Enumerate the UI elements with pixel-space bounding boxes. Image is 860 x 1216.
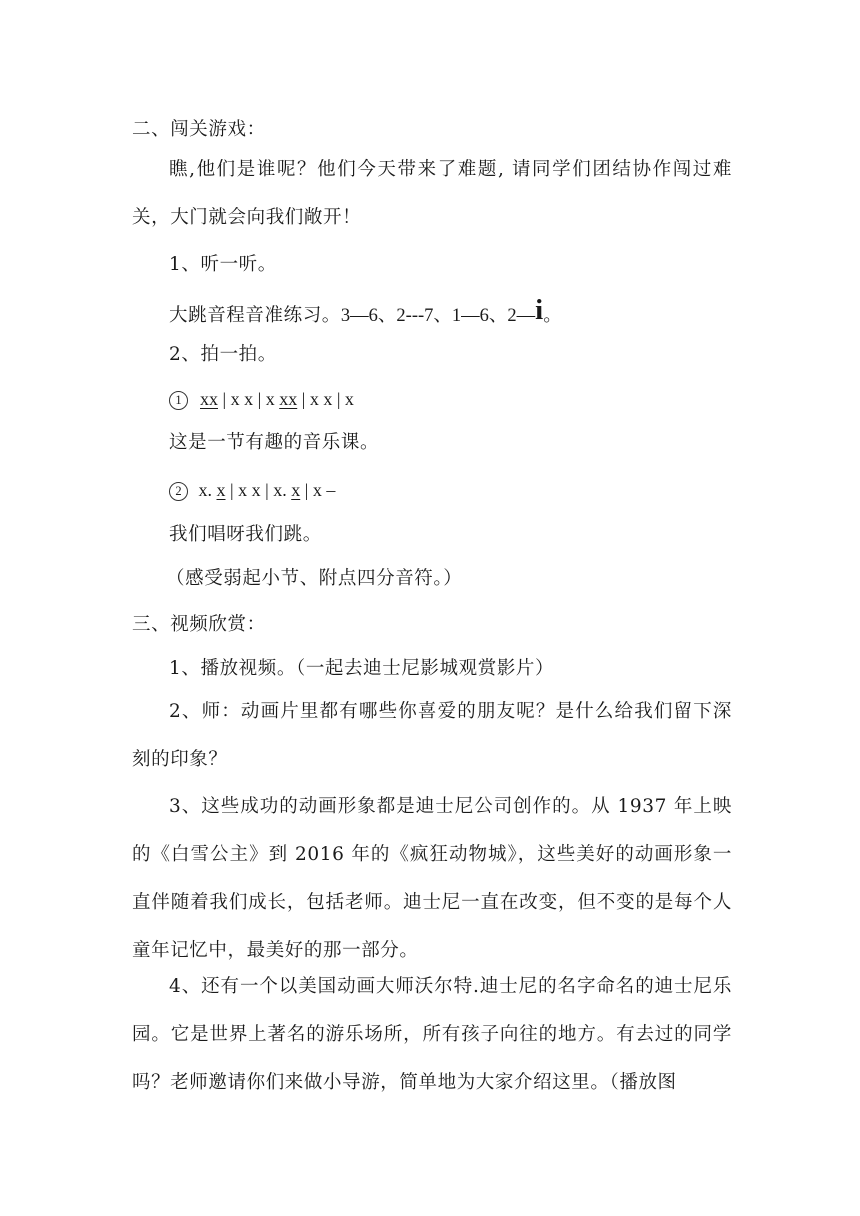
- video-step-4: 4、还有一个以美国动画大师沃尔特.迪士尼的名字命名的迪士尼乐园。它是世界上著名的游乐场所，所有孩子向往的地方。有去过的同学吗？老师邀请你们来做小导游，简单地为大家介绍这里。（播放图: [132, 976, 732, 1093]
- intro-paragraph: 瞧,他们是谁呢？他们今天带来了难题, 请同学们团结协作闯过难关，大门就会向我们敞开！: [132, 159, 732, 228]
- rhythm-2-part-e: | x –: [304, 480, 336, 500]
- step-clap-title: 2、拍一拍。: [169, 344, 277, 365]
- high-note-i: i: [535, 294, 544, 326]
- circled-number-1: 1: [169, 391, 188, 410]
- rhythm-line-1: [169, 386, 354, 412]
- section-heading-game: 二、闯关游戏：: [132, 119, 266, 140]
- rhythm-2-part-c: | x x | x.: [230, 480, 287, 500]
- step-listen-title: 1、听一听。: [169, 254, 277, 275]
- rhythm-1-lyric: 这是一节有趣的音乐课。: [169, 432, 380, 453]
- rhythm-1-part-b: | x x | x: [222, 389, 275, 409]
- video-step-1: 1、播放视频。（一起去迪士尼影城观赏影片）: [169, 658, 555, 679]
- section-heading-video: 三、视频欣赏：: [132, 614, 266, 635]
- rhythm-2-lyric: 我们唱呀我们跳。: [169, 524, 322, 545]
- rhythm-1-part-a: xx: [200, 389, 218, 409]
- rhythm-1-part-d: | x x | x: [301, 389, 354, 409]
- interval-sequence: 3—6、2---7、1—6、2—: [340, 306, 536, 326]
- rhythm-2-part-b: x: [216, 480, 226, 500]
- video-step-3: 3、这些成功的动画形象都是迪士尼公司创作的。从 1937 年上映的《白雪公主》到 2016 年的《疯狂动物城》，这些美好的动画形象一直伴随着我们成长，包括老师。迪士尼一直在改变，但不变的是每个人童年记忆中，最美好的那一部分。: [132, 796, 732, 961]
- interval-practice-text: 大跳音程音准练习。: [169, 305, 341, 326]
- rhythm-2-part-d: x: [291, 480, 301, 500]
- circled-number-2: 2: [169, 482, 188, 501]
- rhythm-note: （感受弱起小节、附点四分音符。）: [166, 568, 463, 589]
- rhythm-2-part-a: x.: [198, 480, 212, 500]
- rhythm-line-2: [169, 477, 335, 503]
- interval-practice-line: [169, 294, 563, 329]
- video-step-2: 2、师：动画片里都有哪些你喜爱的朋友呢？是什么给我们留下深刻的印象？: [132, 701, 732, 770]
- interval-end-mark: 。: [543, 305, 563, 326]
- rhythm-1-part-c: xx: [279, 389, 298, 409]
